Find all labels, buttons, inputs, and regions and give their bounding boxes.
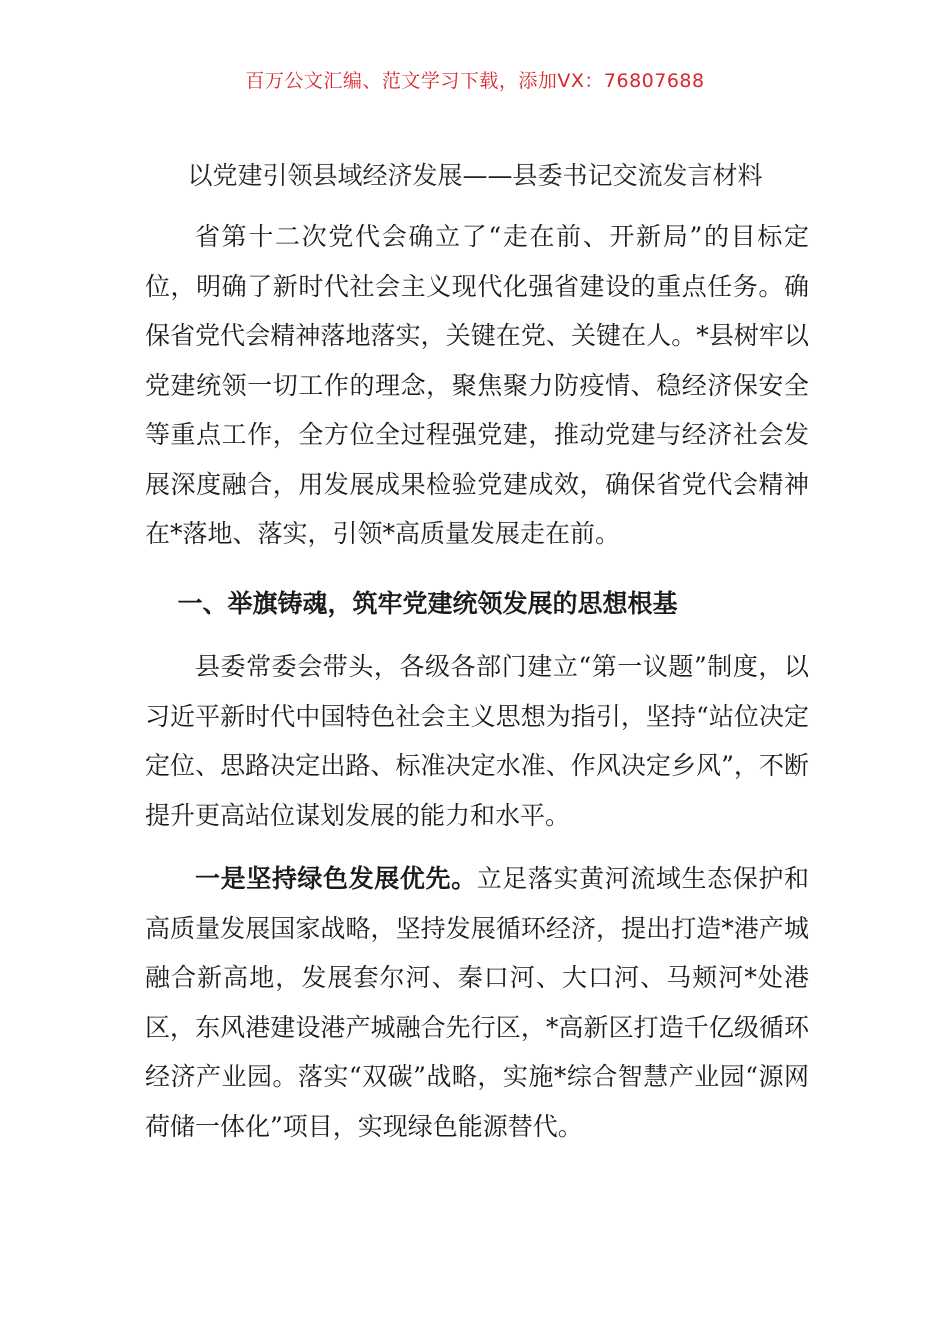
point-paragraph xyxy=(145,854,809,1151)
download-banner: 百万公文汇编、范文学习下载，添加VX：76807688 xyxy=(245,70,705,92)
intro-paragraph: 省第十二次党代会确立了“走在前、开新局”的目标定位，明确了新时代社会主义现代化强省建设的重点任务。确保省党代会精神落地落实，关键在党、关键在人。*县树牢以党建统领一切工作的理念，聚焦聚力防疫情、稳经济保安全等重点工作，全方位全过程强党建，推动党建与经济社会发展深度融合，用发展成果检验党建成效，确保省党代会精神在*落地、落实，引领*高质量发展走在前。 xyxy=(145,222,809,548)
point-text: 立足落实黄河流域生态保护和高质量发展国家战略，坚持发展循环经济，提出打造*港产城融合新高地，发展套尔河、秦口河、大口河、马颊河*处港区，东风港建设港产城融合先行区，*高新区打造千亿级循环经济产业园。落实“双碳”战略，实施*综合智慧产业园“源网荷储一体化”项目，实现绿色能源替代。 xyxy=(145,864,809,1141)
section-heading: 一、举旗铸魂，筑牢党建统领发展的思想根基 xyxy=(177,588,678,618)
document-body xyxy=(145,212,809,1151)
document-title: 以党建引领县域经济发展——县委书记交流发言材料 xyxy=(187,161,763,190)
section-paragraph: 县委常委会带头，各级各部门建立“第一议题”制度，以习近平新时代中国特色社会主义思想为指引，坚持“站位决定定位、思路决定出路、标准决定水准、作风决定乡风”，不断提升更高站位谋划发展的能力和水平。 xyxy=(145,652,809,830)
point-lead: 一是坚持绿色发展优先。 xyxy=(195,864,477,893)
